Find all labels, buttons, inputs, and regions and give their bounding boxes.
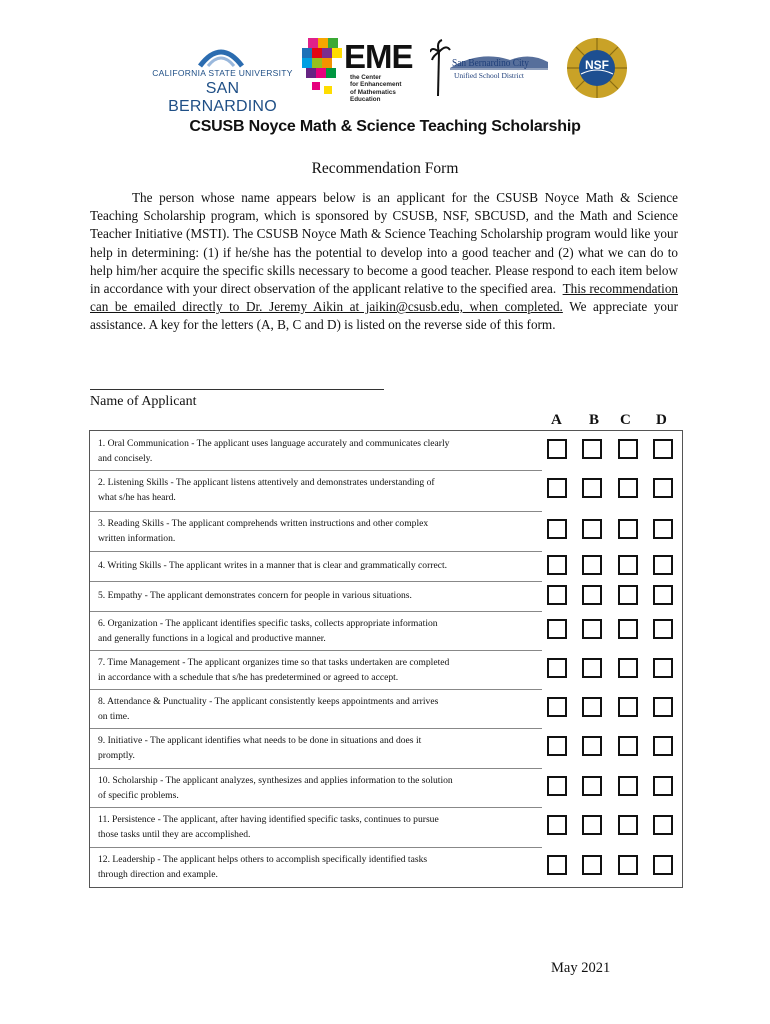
criterion-line2: those tasks until they are accomplished. — [98, 828, 251, 840]
rating-checkbox-c[interactable] — [618, 519, 638, 539]
rating-checkbox-d[interactable] — [653, 555, 673, 575]
criterion-line1: 11. Persistence - The applicant, after having identified specific tasks, continues to pursue — [98, 814, 439, 825]
row-divider — [90, 847, 542, 848]
row-divider — [90, 511, 542, 512]
criterion-text — [98, 695, 538, 724]
rating-checkbox-a[interactable] — [547, 619, 567, 639]
rating-checkbox-b[interactable] — [582, 478, 602, 498]
rating-checkbox-a[interactable] — [547, 736, 567, 756]
rating-checkbox-a[interactable] — [547, 697, 567, 717]
applicant-name-line[interactable] — [90, 389, 384, 390]
rating-checkbox-c[interactable] — [618, 815, 638, 835]
rating-checkbox-c[interactable] — [618, 697, 638, 717]
csusb-arc-icon — [198, 46, 244, 68]
rating-checkbox-b[interactable] — [582, 855, 602, 875]
criterion-line2: in accordance with a schedule that s/he has predetermined or agreed to accept. — [98, 671, 399, 683]
criterion-text — [98, 476, 538, 505]
criterion-line2: through direction and example. — [98, 868, 218, 880]
rating-checkbox-d[interactable] — [653, 855, 673, 875]
criterion-text — [98, 617, 538, 646]
rating-checkbox-b[interactable] — [582, 776, 602, 796]
criterion-line1: 12. Leadership - The applicant helps others to accomplish specifically identified tasks — [98, 854, 428, 865]
column-label-c: C — [620, 412, 631, 428]
sbcusd-logo — [430, 38, 550, 100]
criterion-text — [98, 656, 538, 685]
rating-checkbox-d[interactable] — [653, 697, 673, 717]
rating-checkbox-c[interactable] — [618, 555, 638, 575]
criteria-table — [89, 430, 683, 888]
ceme-mark: EME — [344, 38, 413, 75]
row-divider — [90, 807, 542, 808]
rating-checkbox-a[interactable] — [547, 855, 567, 875]
column-label-a: A — [551, 412, 562, 428]
rating-checkbox-b[interactable] — [582, 585, 602, 605]
ceme-cubes-icon — [300, 36, 348, 100]
criterion-line1: 10. Scholarship - The applicant analyzes, synthesizes and applies information to the solution — [98, 775, 453, 786]
sbcusd-logo-line1: San Bernardino City — [452, 57, 529, 69]
rating-checkbox-d[interactable] — [653, 519, 673, 539]
rating-checkbox-d[interactable] — [653, 585, 673, 605]
intro-paragraph — [90, 189, 678, 335]
row-divider — [90, 470, 542, 471]
column-label-d: D — [656, 412, 667, 428]
applicant-name-label: Name of Applicant — [90, 394, 197, 409]
rating-checkbox-c[interactable] — [618, 585, 638, 605]
rating-checkbox-b[interactable] — [582, 736, 602, 756]
ceme-subtitle: the Center for Enhancement of Mathematics Education — [350, 74, 402, 104]
rating-checkbox-c[interactable] — [618, 658, 638, 678]
logo-banner — [0, 30, 770, 115]
criterion-text — [98, 437, 538, 466]
rating-checkbox-c[interactable] — [618, 855, 638, 875]
rating-checkbox-d[interactable] — [653, 776, 673, 796]
rating-checkbox-a[interactable] — [547, 585, 567, 605]
criterion-line2: written information. — [98, 532, 176, 544]
row-divider — [90, 689, 542, 690]
row-divider — [90, 611, 542, 612]
rating-checkbox-b[interactable] — [582, 658, 602, 678]
csusb-logo-line2: SAN BERNARDINO — [168, 80, 277, 115]
intro-text: The person whose name appears below is an applicant for the CSUSB Noyce Math & Science Teaching Scholarship program, which is sponsored by CSUSB, NSF, SBCUSD, and the Math and Science Teacher Initiative (MSTI). The CSUSB Noyce Math & Science Teaching Scholarship program would like your help in determining: (1) if he/she has the potential to develop into a good teacher and (2) what we can do to help him/her acquire the specific skills necessary to become a good teacher. Please respond to each item below in accordance with your direct observation of the applicant relative to the specified area. — [90, 190, 678, 297]
ceme-logo — [300, 36, 422, 104]
rating-checkbox-c[interactable] — [618, 619, 638, 639]
row-divider — [90, 768, 542, 769]
criterion-line1: 1. Oral Communication - The applicant uses language accurately and communicates clearly — [98, 438, 450, 449]
rating-checkbox-b[interactable] — [582, 519, 602, 539]
intro-closing: We appreciate your assistance. A key for the letters (A, B, C and D) is listed on the reverse side of this form. — [90, 299, 678, 333]
criterion-line2: and concisely. — [98, 452, 153, 464]
rating-checkbox-d[interactable] — [653, 619, 673, 639]
row-divider — [90, 551, 542, 552]
rating-checkbox-b[interactable] — [582, 555, 602, 575]
criterion-line2: what s/he has heard. — [98, 491, 176, 503]
rating-checkbox-c[interactable] — [618, 439, 638, 459]
rating-checkbox-a[interactable] — [547, 776, 567, 796]
rating-checkbox-a[interactable] — [547, 519, 567, 539]
criterion-text — [98, 813, 538, 842]
nsf-mark: NSF — [585, 58, 609, 72]
rating-checkbox-d[interactable] — [653, 815, 673, 835]
rating-checkbox-b[interactable] — [582, 815, 602, 835]
criterion-line1: 6. Organization - The applicant identifies specific tasks, collects appropriate information — [98, 618, 438, 629]
page-title: CSUSB Noyce Math & Science Teaching Scholarship — [189, 118, 581, 135]
criterion-text — [98, 774, 538, 803]
sbcusd-logo-line2: Unified School District — [454, 71, 524, 80]
form-subtitle: Recommendation Form — [311, 160, 459, 177]
criterion-line1: 7. Time Management - The applicant organizes time so that tasks undertaken are completed — [98, 657, 450, 668]
criterion-text — [98, 517, 538, 546]
rating-checkbox-d[interactable] — [653, 736, 673, 756]
csusb-logo — [150, 46, 295, 115]
rating-checkbox-b[interactable] — [582, 619, 602, 639]
criterion-text — [98, 559, 538, 574]
criterion-line1: 4. Writing Skills - The applicant writes in a manner that is clear and grammatically correct. — [98, 560, 448, 571]
criterion-line1: 9. Initiative - The applicant identifies what needs to be done in situations and does it — [98, 735, 422, 746]
criterion-line2: of specific problems. — [98, 789, 179, 801]
rating-checkbox-c[interactable] — [618, 776, 638, 796]
criterion-line1: 3. Reading Skills - The applicant comprehends written instructions and other complex — [98, 518, 429, 529]
row-divider — [90, 581, 542, 582]
rating-checkbox-b[interactable] — [582, 697, 602, 717]
criterion-line1: 5. Empathy - The applicant demonstrates concern for people in various situations. — [98, 590, 412, 601]
criterion-line1: 8. Attendance & Punctuality - The applicant consistently keeps appointments and arrives — [98, 696, 439, 707]
nsf-logo — [565, 36, 629, 100]
rating-checkbox-c[interactable] — [618, 736, 638, 756]
rating-checkbox-d[interactable] — [653, 439, 673, 459]
row-divider — [90, 728, 542, 729]
criterion-line2: and generally functions in a logical and productive manner. — [98, 632, 326, 644]
criterion-line2: promptly. — [98, 749, 135, 761]
email-instruction[interactable]: This recommendation can be emailed directly to Dr. Jeremy Aikin at jaikin@csusb.edu, when completed. — [90, 281, 679, 315]
rating-checkbox-d[interactable] — [653, 478, 673, 498]
rating-checkbox-a[interactable] — [547, 439, 567, 459]
rating-checkbox-d[interactable] — [653, 658, 673, 678]
row-divider — [90, 650, 542, 651]
criterion-text — [98, 734, 538, 763]
column-label-b: B — [589, 412, 600, 428]
rating-checkbox-b[interactable] — [582, 439, 602, 459]
criterion-text — [98, 853, 538, 882]
rating-checkbox-c[interactable] — [618, 478, 638, 498]
criterion-line1: 2. Listening Skills - The applicant listens attentively and demonstrates understanding of — [98, 477, 435, 488]
rating-checkbox-a[interactable] — [547, 815, 567, 835]
csusb-logo-line1: CALIFORNIA STATE UNIVERSITY — [152, 68, 293, 78]
rating-checkbox-a[interactable] — [547, 658, 567, 678]
form-date: May 2021 — [551, 960, 611, 976]
rating-checkbox-a[interactable] — [547, 555, 567, 575]
rating-checkbox-a[interactable] — [547, 478, 567, 498]
palm-tree-icon — [430, 38, 550, 100]
criterion-line2: on time. — [98, 710, 130, 722]
criterion-text — [98, 589, 538, 604]
